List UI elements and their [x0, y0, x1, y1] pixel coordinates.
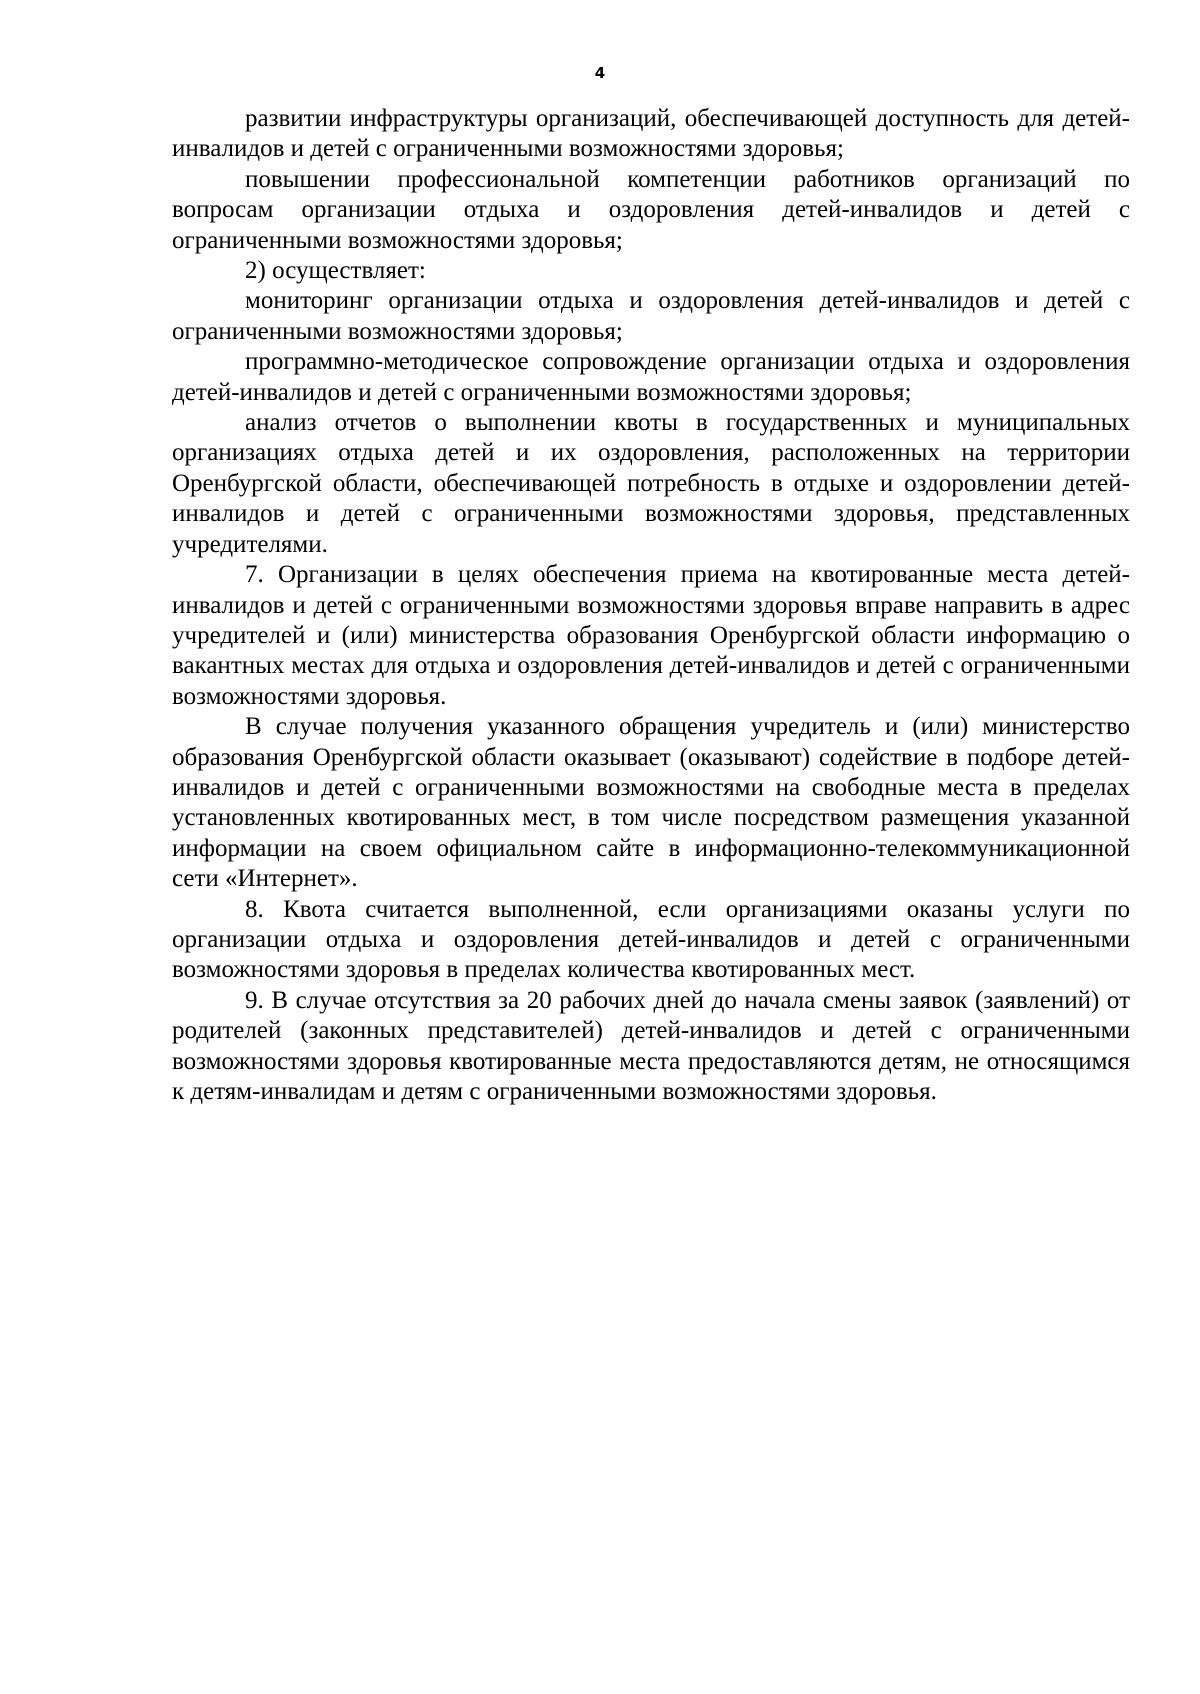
paragraph-item-8: 8. Квота считается выполненной, если организациями оказаны услуги по организации отдыха и оздоровления детей-инвалидов и детей с ограниченными возможностями здоровья в пределах количества квотированных мест.	[172, 895, 1130, 984]
paragraph-carries-out: 2) осуществляет:	[245, 257, 426, 285]
paragraph-infrastructure: развитии инфраструктуры организаций, обеспечивающей доступность для детей-инвалидов и детей с ограниченными возможностями здоровья;	[172, 105, 1130, 163]
document-body	[172, 104, 1130, 1107]
paragraph-monitoring: мониторинг организации отдыха и оздоровления детей-инвалидов и детей с ограниченными возможностями здоровья;	[172, 287, 1130, 345]
paragraph-quota-analysis: анализ отчетов о выполнении квоты в государственных и муниципальных организациях отдыха детей и их оздоровления, расположенных на территории Оренбургской области, обеспечивающей потребность в отдыхе и оздоровлении детей-инвалидов и детей с ограниченными возможностями здоровья, представленных учредителями.	[172, 409, 1130, 558]
paragraph-methodical-support: программно-методическое сопровождение организации отдыха и оздоровления детей-инвалидов и детей с ограниченными возможностями здоровья;	[172, 348, 1130, 406]
paragraph-item-9: 9. В случае отсутствия за 20 рабочих дней до начала смены заявок (заявлений) от родителей (законных представителей) детей-инвалидов и детей с ограниченными возможностями здоровья квотированные места предоставляются детям, не относящимся к детям-инвалидам и детям с ограниченными возможностями здоровья.	[172, 986, 1130, 1105]
paragraph-request-case: В случае получения указанного обращения учредитель и (или) министерство образования Оренбургской области оказывает (оказывают) содействие в подборе детей-инвалидов и детей с ограниченными возможностями на свободные места в пределах установленных квотированных мест, в том числе посредством размещения указанной информации на своем официальном сайте в информационно-телекоммуникационной сети «Интернет».	[172, 713, 1130, 893]
page-number: 4	[594, 64, 606, 82]
paragraph-competence: повышении профессиональной компетенции работников организаций по вопросам организации отдыха и оздоровления детей-инвалидов и детей с ограниченными возможностями здоровья;	[172, 165, 1130, 254]
paragraph-item-7: 7. Организации в целях обеспечения приема на квотированные места детей-инвалидов и детей с ограниченными возможностями здоровья вправе направить в адрес учредителей и (или) министерства образования Оренбургской области информацию о вакантных местах для отдыха и оздоровления детей-инвалидов и детей с ограниченными возможностями здоровья.	[172, 561, 1130, 710]
